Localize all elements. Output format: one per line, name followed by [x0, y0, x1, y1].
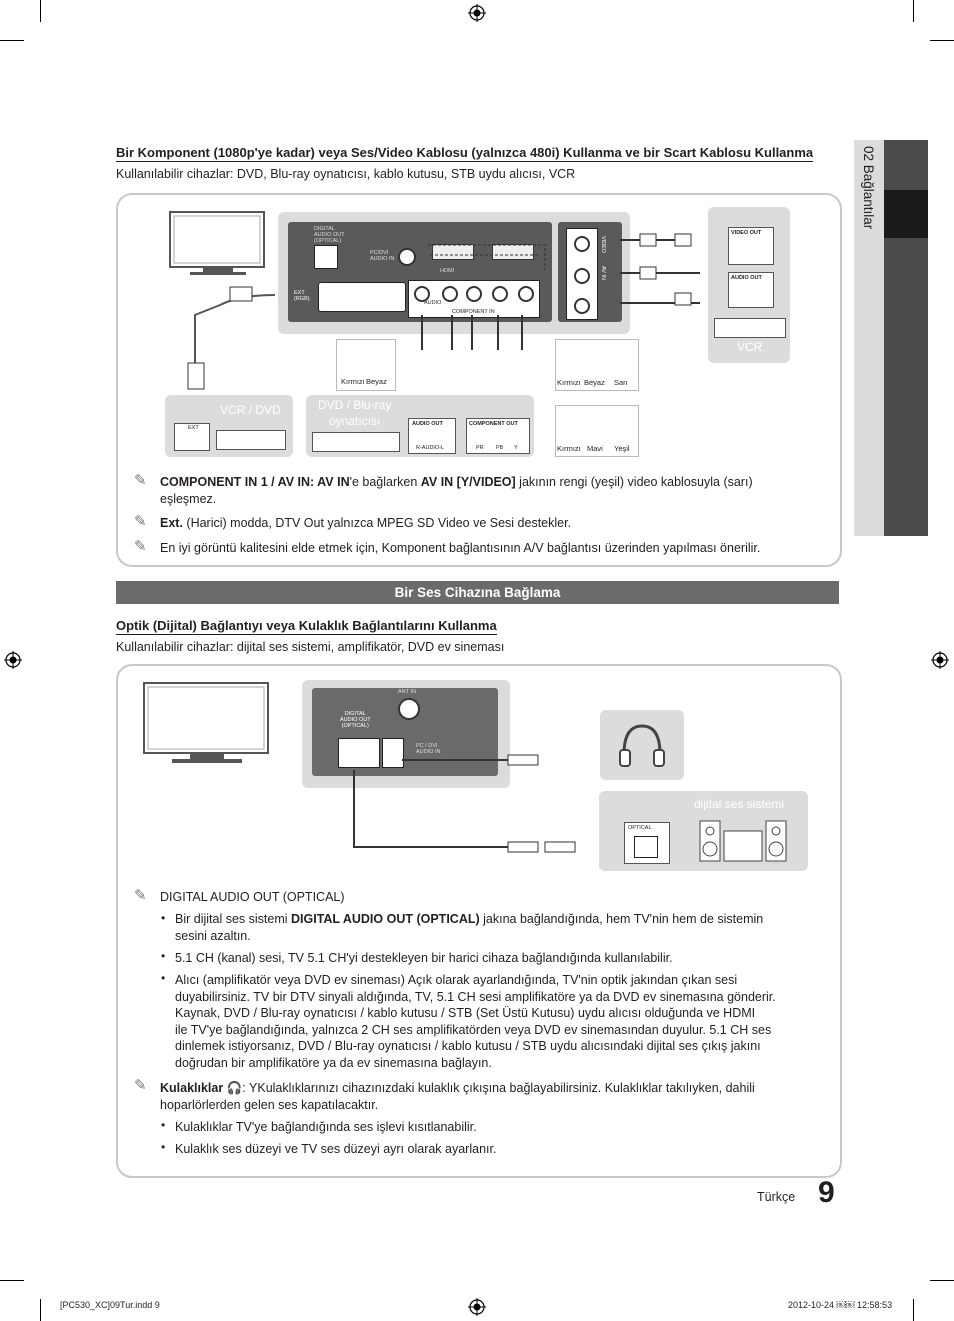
dvd-player-icon: [312, 432, 400, 452]
cable-label-green: Yeşil: [614, 444, 630, 453]
ext-label: EXT: [188, 425, 199, 431]
notes2-bullet1: Bir dijital ses sistemi DIGITAL AUDIO OUT (OPTICAL) jakına bağlandığında, hem TV'nin hem de sistemin sesini azaltın.: [175, 912, 764, 943]
ext-rgb-label: EXT (RGB): [294, 290, 310, 302]
digital-audio-out-label: DIGITAL AUDIO OUT (OPTICAL): [314, 226, 345, 244]
crop-mark: [930, 1280, 954, 1281]
notes2-bullet3: Alıcı (amplifikatör veya DVD ev sineması) Açık olarak ayarlandığında, TV'nin optik jakından çıkan sesi duyabilirsiniz. TV bir DTV sinyali aldığında, TV, 5.1 CH sesi amplifikatöre ya da DVD ev sinemasına gönderir. Kaynak, DVD / Blu-ray oynatıcısı / kablo kutusu / STB (Set Üstü Kutusu) uydu alıcısı olduğunda ve HDMI ile TV'ye bağlandığında, yalnızca 2 CH ses amplifikatörden veya DVD ev sinemasından duyulur. 5.1 CH ses dinlemek istiyorsanız, DVD / Blu-ray oynatıcısı / kablo kutusu / STB uydu alıcısındaki dijital ses çıkış jakını doğrudan bir amplifikatöre ya da ev sinemasına bağlayın.: [175, 973, 776, 1070]
cable-label-yellow: Sarı: [614, 378, 628, 387]
optical-label: OPTICAL: [628, 825, 652, 831]
note3: En iyi görüntü kalitesini elde etmek için, Komponent bağlantısının A/V bağlantısı üzerinden yapılması önerilir.: [160, 541, 761, 555]
chapter-side-tab-marker: [884, 190, 928, 238]
section1-title: Bir Komponent (1080p'ye kadar) veya Ses/Video Kablosu (yalnızca 480i) Kullanma ve bir Scart Kablosu Kullanma: [116, 145, 814, 160]
pr-label: PR: [476, 445, 484, 451]
hdmi-label: HDMI: [440, 268, 455, 274]
video-label: VIDEO: [600, 236, 606, 254]
footer-timestamp: 2012-10-24 ￼￼ 12:58:53: [788, 1300, 893, 1310]
cable-label-red: Kırmızı: [341, 377, 365, 386]
registration-mark-icon: [468, 4, 486, 22]
section2-devices: Kullanılabilir cihazlar: dijital ses sistemi, amplifikatör, DVD ev sineması: [116, 640, 505, 654]
note-pencil-icon: ✎: [134, 1077, 147, 1094]
component-in-label: COMPONENT IN: [452, 309, 495, 315]
video-out-label: VIDEO OUT: [731, 230, 762, 236]
headphones-icon: [618, 720, 666, 770]
note-pencil-icon: ✎: [134, 887, 147, 904]
audio-label: AUDIO: [424, 300, 442, 306]
crop-mark: [40, 0, 41, 22]
section2-title: Optik (Dijital) Bağlantıyı veya Kulaklık Bağlantılarını Kullanma: [116, 618, 497, 633]
ant-in-label: ANT IN: [398, 689, 416, 695]
note1: COMPONENT IN 1 / AV IN: AV IN'e bağlarken AV IN [Y/VIDEO] jakının rengi (yeşil) video kablosuyla (sarı) eşleşmez.: [160, 475, 753, 506]
crop-mark: [913, 1299, 914, 1321]
note-pencil-icon: ✎: [134, 538, 147, 555]
pc-dvi-audio-in-label: PC / DVI AUDIO IN: [416, 743, 441, 755]
registration-mark-icon: [931, 651, 949, 669]
ant-in-port: [398, 698, 420, 720]
notes2-headphones: Kulaklıklar 🎧: YKulaklıklarınızı cihazınızdaki kulaklık çıkışına bağlayabilirsiniz. Kulaklıklar takılıyken, dahili hoparlörlerden gelen ses kapatılacaktır.: [160, 1081, 755, 1112]
pc-dvi-audio-in-label: PC/DVI AUDIO IN: [370, 250, 395, 262]
bullet: •: [161, 971, 166, 985]
audio-cables: [340, 750, 590, 860]
chapter-label: 02 Bağlantılar: [861, 146, 876, 230]
section2-bar: Bir Ses Cihazına Bağlama: [116, 581, 839, 604]
registration-mark-icon: [4, 651, 22, 669]
section1-devices: Kullanılabilir cihazlar: DVD, Blu-ray oynatıcısı, kablo kutusu, STB uydu alıcısı, VCR: [116, 167, 576, 181]
crop-mark: [0, 40, 24, 41]
footer-language: Türkçe: [757, 1190, 796, 1204]
cable-label-blue: Mavi: [587, 444, 603, 453]
optical-in-port: [634, 836, 658, 858]
bullet: •: [161, 1118, 166, 1132]
vcr-device-icon: [714, 318, 786, 338]
tv-icon: [142, 681, 272, 769]
crop-mark: [40, 1299, 41, 1321]
component-out-label: COMPONENT OUT: [469, 421, 518, 427]
registration-mark-icon: [468, 1298, 486, 1316]
note-pencil-icon: ✎: [134, 472, 147, 489]
cable-label-red: Kırmızı: [557, 444, 581, 453]
audio-system-icon: [698, 817, 790, 863]
dvd-bluray-label: DVD / Blu-ray oynatıcısı: [318, 398, 392, 428]
audio-out-label: AUDIO OUT: [731, 275, 762, 281]
vcr-label: VCR: [737, 340, 763, 354]
cable-label-white: Beyaz: [584, 378, 605, 387]
pb-label: PB: [496, 445, 504, 451]
note2: Ext. (Harici) modda, DTV Out yalnızca MPEG SD Video ve Sesi destekler.: [160, 516, 572, 530]
notes2-kb2: Kulaklık ses düzeyi ve TV ses düzeyi ayrı olarak ayarlanır.: [175, 1142, 497, 1156]
bullet: •: [161, 1140, 166, 1154]
notes2-bullet2: 5.1 CH (kanal) sesi, TV 5.1 CH'yi destekleyen bir harici cihaza bağlandığında kullanılabilir.: [175, 951, 673, 965]
crop-mark: [0, 1280, 24, 1281]
page-number: 9: [818, 1176, 835, 1209]
vcr-dvd-device-icon: [216, 430, 286, 450]
notes2-kb1: Kulaklıklar TV'ye bağlandığında ses işlevi kısıtlanabilir.: [175, 1120, 477, 1134]
note-pencil-icon: ✎: [134, 513, 147, 530]
digital-audio-system-label: dijital ses sistemi: [694, 797, 785, 811]
crop-mark: [913, 0, 914, 22]
r-audio-l-label: R-AUDIO-L: [416, 445, 445, 451]
y-label: Y: [514, 445, 518, 451]
digital-audio-out-label: DIGITAL AUDIO OUT (OPTICAL): [340, 711, 371, 729]
headphone-inline-icon: 🎧: [226, 1081, 243, 1095]
footer-filename: [PC530_XC]09Tur.indd 9: [60, 1300, 160, 1310]
vcr-dvd-label: VCR / DVD: [220, 403, 281, 417]
cable-label-red: Kırmızı: [557, 378, 581, 387]
audio-out-label: AUDIO OUT: [412, 421, 443, 427]
crop-mark: [930, 40, 954, 41]
notes2-header: DIGITAL AUDIO OUT (OPTICAL): [160, 890, 345, 904]
cable-label-white: Beyaz: [366, 377, 387, 386]
bullet: •: [161, 949, 166, 963]
bullet: •: [161, 911, 166, 925]
av-in-label: AV IN: [600, 266, 606, 280]
